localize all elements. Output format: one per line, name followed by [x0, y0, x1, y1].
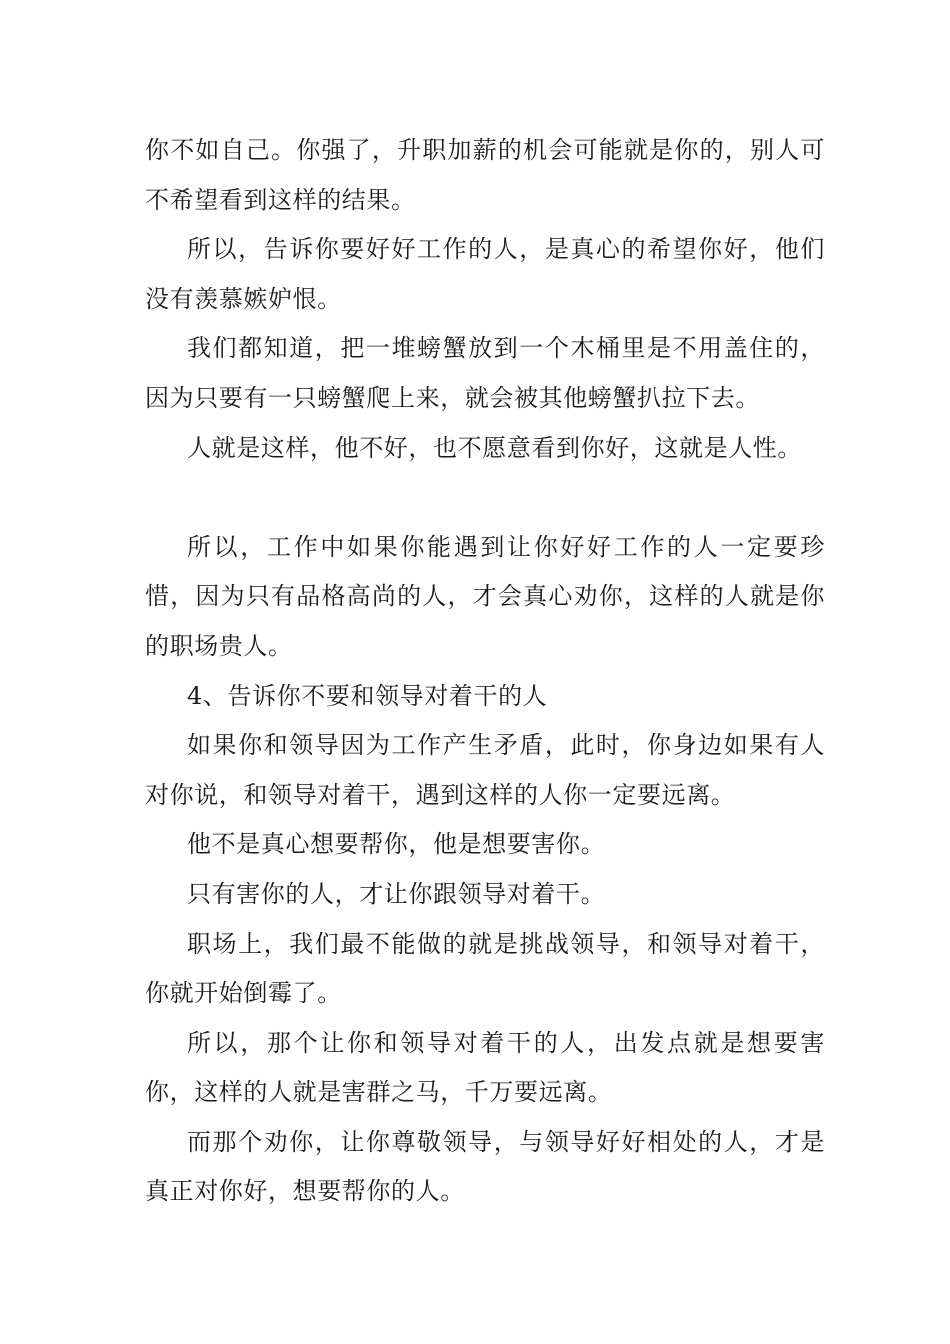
paragraph: 如果你和领导因为工作产生矛盾，此时，你身边如果有人对你说，和领导对着干，遇到这样的人你一定要远离。 [145, 731, 825, 809]
paragraph: 职场上，我们最不能做的就是挑战领导，和领导对着干，你就开始倒霉了。 [145, 929, 825, 1008]
document-body [145, 126, 825, 1217]
paragraph: 他不是真心想要帮你，他是想要害你。 [187, 830, 606, 859]
paragraph: 人就是这样，他不好，也不愿意看到你好，这就是人性。 [187, 433, 802, 462]
paragraph: 只有害你的人，才让你跟领导对着干。 [187, 879, 606, 908]
paragraph-continuation: 你不如自己。你强了，升职加薪的机会可能就是你的，别人可不希望看到这样的结果。 [145, 136, 825, 214]
section-heading: 4、告诉你不要和领导对着干的人 [187, 681, 548, 710]
blank-line [145, 473, 825, 523]
paragraph: 所以，告诉你要好好工作的人，是真心的希望你好，他们没有羡慕嫉妒恨。 [145, 235, 825, 313]
paragraph: 所以，那个让你和领导对着干的人，出发点就是想要害你，这样的人就是害群之马，千万要远离。 [145, 1028, 825, 1107]
paragraph: 我们都知道，把一堆螃蟹放到一个木桶里是不用盖住的，因为只要有一只螃蟹爬上来，就会被其他螃蟹扒拉下去。 [145, 334, 825, 412]
paragraph: 而那个劝你，让你尊敬领导，与领导好好相处的人，才是真正对你好，想要帮你的人。 [145, 1127, 825, 1206]
paragraph: 所以，工作中如果你能遇到让你好好工作的人一定要珍惜，因为只有品格高尚的人，才会真心劝你，这样的人就是你的职场贵人。 [145, 532, 825, 660]
